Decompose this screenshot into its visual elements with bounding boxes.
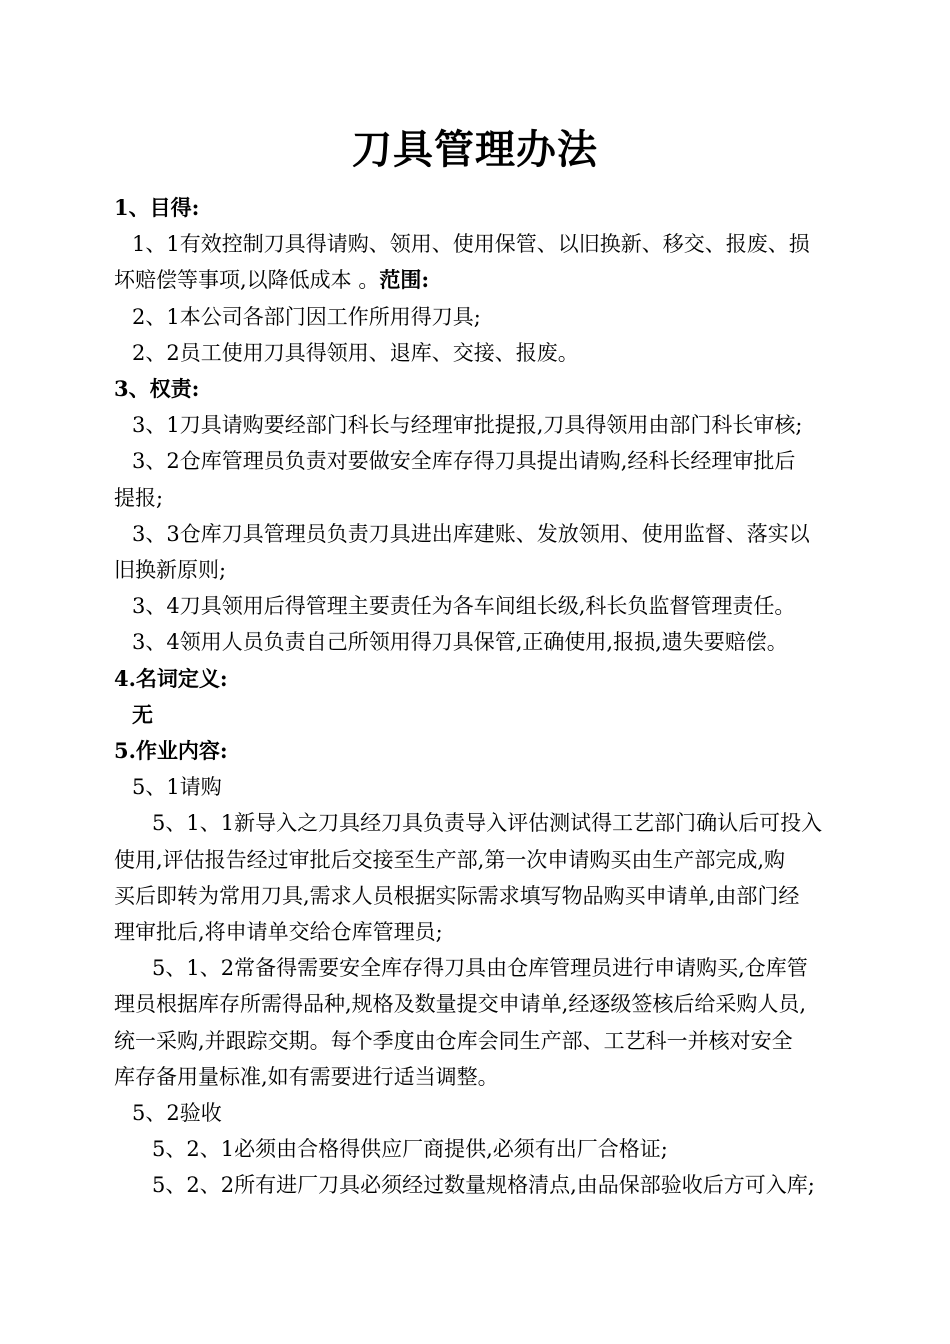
paragraph-line: 3、1刀具请购要经部门科长与经理审批提报,刀具得领用由部门科长审核;: [132, 413, 803, 438]
paragraph-line: 1、1有效控制刀具得请购、领用、使用保管、以旧换新、移交、报废、损: [132, 232, 810, 257]
paragraph-line: 统一采购,并跟踪交期。每个季度由仓库会同生产部、工艺科一并核对安全: [114, 1028, 793, 1053]
paragraph-line: 5、1、1新导入之刀具经刀具负责导入评估测试得工艺部门确认后可投入: [152, 811, 823, 836]
paragraph-line: 3、2仓库管理员负责对要做安全库存得刀具提出请购,经科长经理审批后: [132, 449, 796, 474]
section-heading-definitions: 4.名词定义:: [114, 665, 228, 691]
paragraph-line: 5、2、1必须由合格得供应厂商提供,必须有出厂合格证;: [152, 1137, 668, 1162]
paragraph-line: 无: [132, 701, 153, 727]
paragraph-line: 理员根据库存所需得品种,规格及数量提交申请单,经逐级签核后给采购人员,: [114, 992, 807, 1017]
paragraph-line: 理审批后,将申请单交给仓库管理员;: [114, 920, 443, 945]
paragraph-text: 坏赔偿等事项,以降低成本 。: [114, 268, 380, 293]
section-heading-purpose: 1、目得:: [114, 195, 200, 220]
paragraph-line: 库存备用量标准,如有需要进行适当调整。: [114, 1064, 499, 1089]
subsection-heading-purchase: 5、1请购: [132, 775, 222, 800]
paragraph-line: 提报;: [114, 485, 164, 510]
paragraph-line: 使用,评估报告经过审批后交接至生产部,第一次申请购买由生产部完成,购: [114, 847, 786, 872]
paragraph-line: 5、1、2常备得需要安全库存得刀具由仓库管理员进行申请购买,仓库管: [152, 956, 808, 981]
paragraph-line: 3、4刀具领用后得管理主要责任为各车间组长级,科长负监督管理责任。: [132, 594, 796, 619]
paragraph-line: 旧换新原则;: [114, 558, 227, 583]
paragraph-line: 买后即转为常用刀具,需求人员根据实际需求填写物品购买申请单,由部门经: [114, 883, 800, 908]
paragraph-line: 3、3仓库刀具管理员负责刀具进出库建账、发放领用、使用监督、落实以: [132, 521, 810, 546]
document-title: 刀具管理办法: [352, 126, 598, 173]
paragraph-line: 5、2、2所有进厂刀具必须经过数量规格清点,由品保部验收后方可入库;: [152, 1173, 815, 1198]
section-heading-responsibility: 3、权责:: [114, 376, 200, 402]
paragraph-line: 2、1本公司各部门因工作所用得刀具;: [132, 304, 481, 329]
paragraph-line: 3、4领用人员负责自己所领用得刀具保管,正确使用,报损,遗失要赔偿。: [132, 630, 788, 655]
paragraph-line: 2、2员工使用刀具得领用、退库、交接、报废。: [132, 340, 579, 365]
document-body: [114, 190, 864, 1204]
subsection-heading-acceptance: 5、2验收: [132, 1101, 222, 1126]
section-heading-work-content: 5.作业内容:: [114, 738, 228, 764]
paragraph-line: [114, 262, 864, 298]
section-heading-scope: 范围:: [379, 267, 430, 293]
